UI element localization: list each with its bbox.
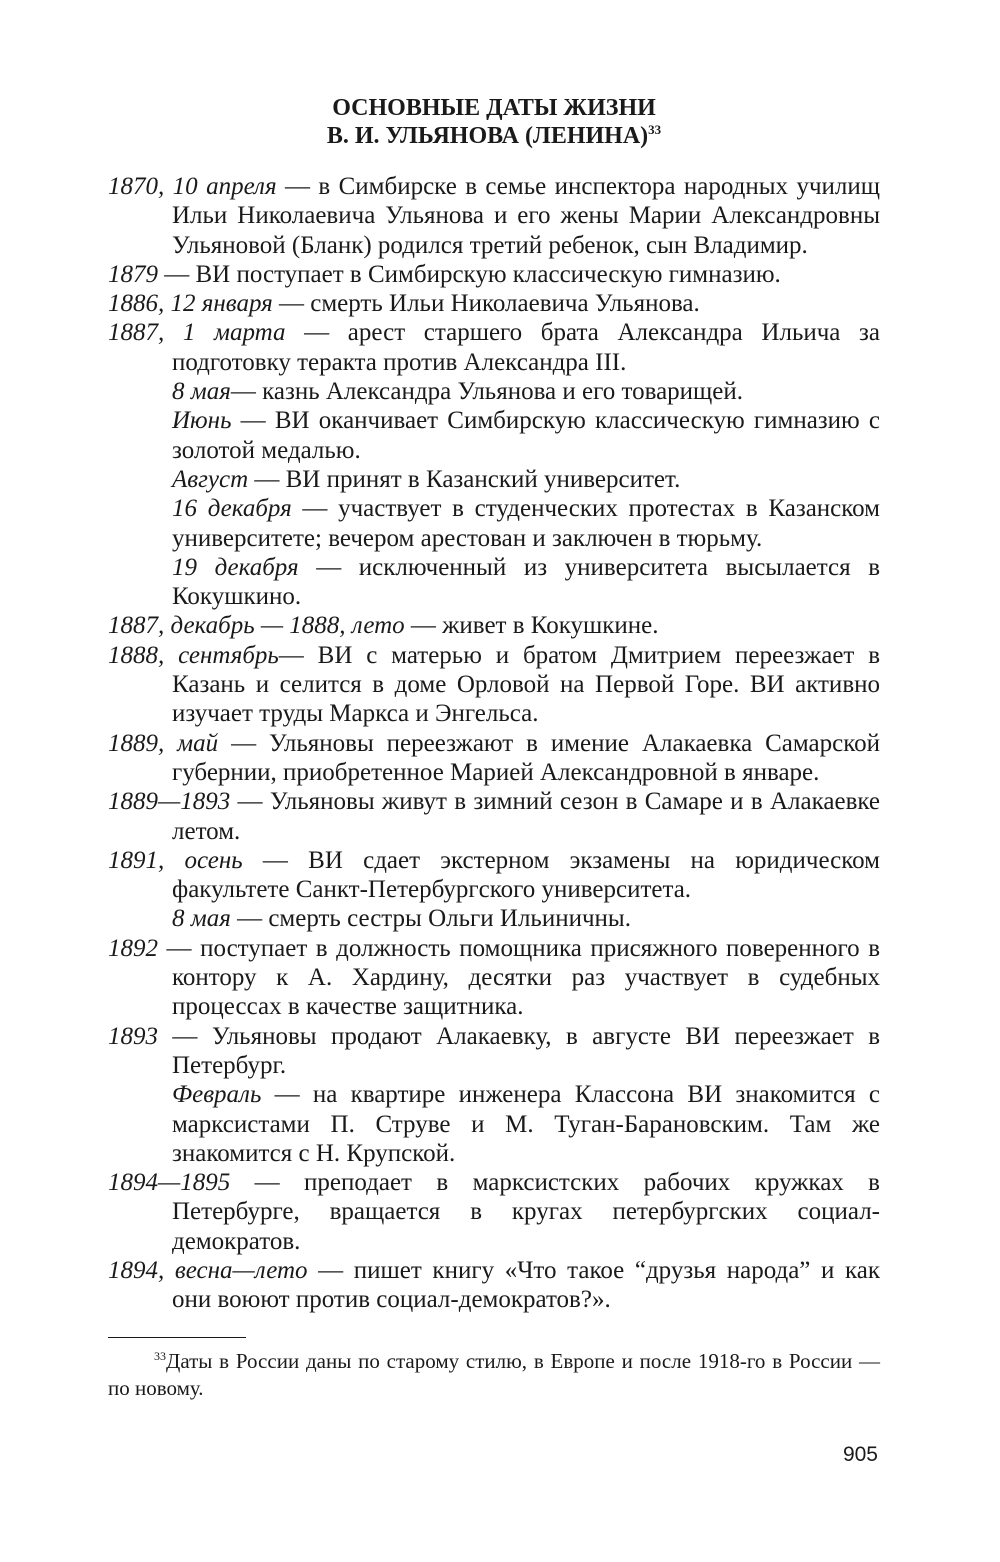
chronology-list: [108, 172, 880, 1315]
entry-text: поступает в должность помощника присяжного поверенного в контору к А. Хардину, десятки раз участвует в судебных процессах в качестве защитника.: [172, 934, 880, 1021]
chronology-entry: [108, 729, 880, 788]
entry-separator: —: [230, 788, 270, 816]
entry-separator: —: [230, 378, 263, 406]
entry-text: ВИ сдает экстерном экзамены на юридическом факультете Санкт-Петербургского университета.: [172, 846, 880, 904]
entry-date: 1886, 12 января: [108, 290, 273, 318]
chronology-sub-entry: [108, 1080, 880, 1168]
chronology-entry: [108, 1256, 880, 1315]
entry-separator: —: [285, 319, 348, 347]
entry-separator: —: [261, 1081, 313, 1109]
footnote-divider: [108, 1337, 246, 1338]
entry-separator: —: [278, 641, 318, 669]
entry-text: участвует в студенческих протестах в Казанском университете; вечером арестован и заключен в тюрьму.: [172, 495, 880, 552]
chronology-entry: [108, 787, 880, 846]
entry-separator: —: [230, 1169, 305, 1197]
entry-separator: —: [276, 173, 319, 200]
entry-date: 1879: [108, 260, 158, 288]
chronology-sub-entry: [108, 406, 880, 465]
entry-text: Ульяновы продают Алакаевку, в августе ВИ переезжает в Петербург.: [172, 1022, 881, 1079]
chronology-entry: [108, 1168, 880, 1256]
entry-date: 1889, май: [108, 729, 219, 757]
entry-date: Август: [172, 465, 249, 493]
footnote: [108, 1348, 880, 1402]
entry-text: Ульяновы живут в зимний сезон в Самаре и в Алакаевке летом.: [172, 788, 880, 845]
title-line-1: ОСНОВНЫЕ ДАТЫ ЖИЗНИ: [332, 95, 656, 121]
footnote-ref[interactable]: 33: [648, 122, 662, 137]
entry-text: пишет книгу «Что такое “друзья народа” и как они воюют против социал-демократов?».: [172, 1256, 880, 1314]
entry-separator: —: [248, 465, 286, 493]
footnote-text: Даты в России даны по старому стилю, в Европе и после 1918-го в России — по новому.: [108, 1348, 880, 1400]
entry-text: ВИ оканчивает Симбирскую классическую гимназию с золотой медалью.: [172, 407, 881, 464]
chronology-entry: [108, 172, 880, 260]
chronology-entry: [108, 641, 880, 729]
entry-date: 8 мая: [172, 378, 231, 406]
entry-text: преподает в марксистских рабочих кружках в Петербурге, вращается в кругах петербургских социал-демократов.: [172, 1169, 880, 1255]
footnote-number: 33: [154, 1348, 166, 1363]
chronology-entry: [108, 1022, 880, 1081]
entry-text: ВИ принят в Казанский университет.: [285, 465, 681, 493]
entry-date: 1870, 10 апреля: [108, 173, 277, 200]
chronology-entry: [108, 934, 880, 1022]
chronology-entry: [108, 611, 880, 640]
title-line-2: В. И. УЛЬЯНОВА (ЛЕНИНА): [326, 123, 649, 149]
entry-separator: —: [158, 1022, 212, 1050]
entry-separator: —: [291, 495, 339, 523]
entry-text: на квартире инженера Классона ВИ знакомится с марксистами П. Струве и М. Туган-Барановским. Там же знакомится с Н. Крупской.: [172, 1081, 880, 1167]
page-title: [108, 94, 880, 150]
entry-text: ВИ поступает в Симбирскую классическую гимназию.: [195, 260, 781, 288]
entry-separator: —: [307, 1256, 354, 1284]
entry-date: 1894—1895: [108, 1169, 231, 1197]
chronology-sub-entry: [108, 494, 880, 553]
entry-text: ВИ с матерью и братом Дмитрием переезжает в Казань и селится в доме Орловой на Первой Горе. ВИ активно изучает труды Маркса и Энгельса.: [172, 641, 880, 728]
entry-date: Июнь: [172, 407, 232, 435]
chronology-entry: [108, 260, 880, 289]
entry-date: Февраль: [172, 1081, 262, 1109]
chronology-sub-entry: [108, 377, 880, 406]
entry-text: казнь Александра Ульянова и его товарищей.: [262, 378, 744, 406]
chronology-sub-entry: [108, 553, 880, 612]
entry-text: смерть сестры Ольги Ильиничны.: [268, 905, 631, 933]
chronology-entry: [108, 846, 880, 905]
entry-date: 1893: [108, 1022, 158, 1050]
entry-text: Ульяновы переезжают в имение Алакаевка Самарской губернии, приобретенное Марией Александровной в январе.: [172, 729, 880, 786]
chronology-sub-entry: [108, 465, 880, 494]
entry-date: 16 декабря: [172, 495, 292, 523]
entry-separator: —: [404, 612, 443, 640]
entry-separator: —: [272, 290, 311, 318]
chronology-entry: [108, 289, 880, 318]
chronology-entry: [108, 318, 880, 377]
entry-separator: —: [218, 729, 269, 757]
page-content: [108, 94, 880, 1402]
entry-date: 19 декабря: [172, 553, 299, 581]
entry-text: арест старшего брата Александра Ильича за подготовку теракта против Александра III.: [172, 319, 881, 376]
entry-separator: —: [158, 260, 196, 288]
entry-separator: —: [158, 934, 201, 962]
entry-text: исключенный из университета высылается в Кокушкино.: [172, 553, 881, 611]
page-number: 905: [842, 1443, 878, 1466]
entry-separator: —: [298, 553, 359, 581]
entry-date: 1889—1893: [108, 788, 231, 816]
entry-date: 8 мая: [172, 905, 231, 933]
entry-separator: —: [242, 846, 309, 874]
entry-date: 1894, весна—лето: [108, 1256, 308, 1284]
entry-separator: —: [230, 905, 269, 933]
entry-date: 1887, 1 марта: [108, 319, 286, 347]
entry-date: 1892: [108, 934, 158, 962]
entry-text: живет в Кокушкине.: [442, 612, 659, 640]
entry-separator: —: [231, 407, 275, 435]
entry-text: смерть Ильи Николаевича Ульянова.: [310, 290, 700, 318]
entry-date: 1888, сентябрь: [108, 641, 279, 669]
entry-date: 1891, осень: [108, 846, 243, 874]
chronology-sub-entry: [108, 904, 880, 933]
entry-date: 1887, декабрь — 1888, лето: [108, 612, 405, 640]
entry-text: в Симбирске в семье инспектора народных училищ Ильи Николаевича Ульянова и его жены Марии Александровны Ульяновой (Бланк) родился третий ребенок, сын Владимир.: [172, 173, 880, 259]
